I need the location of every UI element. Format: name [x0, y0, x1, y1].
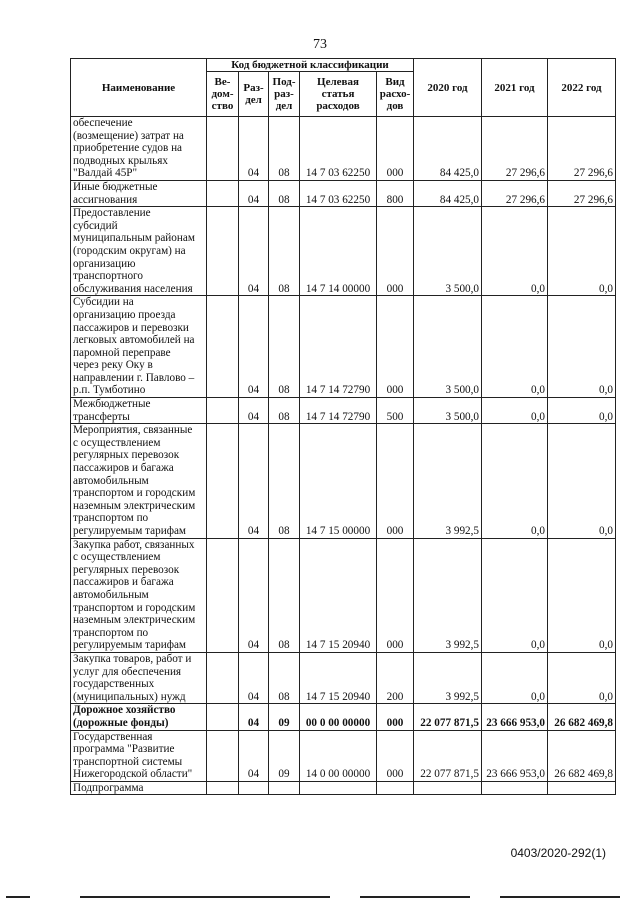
row-2021: 0,0 — [482, 296, 548, 398]
row-podrazdel: 08 — [269, 538, 300, 652]
table-row — [71, 652, 616, 703]
row-2021: 0,0 — [482, 207, 548, 296]
header-name: Наименование — [71, 59, 207, 117]
row-target: 00 0 00 00000 — [300, 704, 377, 730]
row-2020: 3 992,5 — [414, 538, 482, 652]
row-2022: 0,0 — [548, 652, 616, 703]
row-2022: 27 296,6 — [548, 180, 616, 206]
header-target: Целевая статья расходов — [300, 72, 377, 117]
row-name: Субсидии на организацию проезда пассажиров и перевозки легковых автомобилей на паромной переправе через реку Оку в направлении г. Павлово – р.п. Тумботино — [71, 296, 207, 398]
row-razdel: 04 — [239, 398, 269, 424]
row-target: 14 7 14 72790 — [300, 398, 377, 424]
row-podrazdel: 09 — [269, 704, 300, 730]
row-name: Государственная программа "Развитие транспортной системы Нижегородской области" — [71, 730, 207, 781]
row-target: 14 7 15 20940 — [300, 538, 377, 652]
row-razdel: 04 — [239, 538, 269, 652]
page-number: 73 — [313, 37, 327, 52]
row-name: Закупка товаров, работ и услуг для обеспечения государственных (муниципальных) нужд — [71, 652, 207, 703]
row-2021: 23 666 953,0 — [482, 704, 548, 730]
row-vedomstvo — [207, 180, 239, 206]
row-name: Мероприятия, связанные с осуществлением регулярных перевозок пассажиров и багажа автомобильным транспортом и городским наземным электрическим транспортом по регулируемым тарифам — [71, 424, 207, 538]
row-name: обеспечение (возмещение) затрат на приобретение судов на подводных крыльях "Валдай 45Р" — [71, 117, 207, 181]
row-2022: 0,0 — [548, 296, 616, 398]
row-podrazdel: 08 — [269, 180, 300, 206]
footer-rule — [360, 896, 470, 898]
row-razdel: 04 — [239, 117, 269, 181]
header-razdel: Раз- дел — [239, 72, 269, 117]
row-target: 14 0 00 00000 — [300, 730, 377, 781]
table-row — [71, 781, 616, 795]
row-vedomstvo — [207, 398, 239, 424]
row-razdel: 04 — [239, 296, 269, 398]
footer-rule — [80, 896, 330, 898]
row-target: 14 7 14 72790 — [300, 296, 377, 398]
row-name: Подпрограмма — [71, 781, 207, 795]
table-row — [71, 117, 616, 181]
row-name: Предоставление субсидий муниципальным районам (городским округам) на организацию транспортного обслуживания населения — [71, 207, 207, 296]
header-vid: Вид расхо- дов — [377, 72, 414, 117]
row-2021: 27 296,6 — [482, 180, 548, 206]
row-razdel: 04 — [239, 424, 269, 538]
table-row — [71, 730, 616, 781]
row-podrazdel: 08 — [269, 398, 300, 424]
row-2020: 3 992,5 — [414, 652, 482, 703]
row-razdel — [239, 781, 269, 795]
row-razdel: 04 — [239, 704, 269, 730]
row-2020: 84 425,0 — [414, 180, 482, 206]
header-2021: 2021 год — [482, 59, 548, 117]
row-razdel: 04 — [239, 180, 269, 206]
row-2020: 3 992,5 — [414, 424, 482, 538]
row-name: Дорожное хозяйство (дорожные фонды) — [71, 704, 207, 730]
row-2021: 27 296,6 — [482, 117, 548, 181]
row-podrazdel: 08 — [269, 424, 300, 538]
row-2022: 27 296,6 — [548, 117, 616, 181]
row-podrazdel: 08 — [269, 652, 300, 703]
row-podrazdel: 08 — [269, 296, 300, 398]
header-code-group: Код бюджетной классификации — [207, 59, 414, 72]
row-vedomstvo — [207, 781, 239, 795]
row-2021 — [482, 781, 548, 795]
row-target: 14 7 15 00000 — [300, 424, 377, 538]
row-2020 — [414, 781, 482, 795]
row-name: Иные бюджетные ассигнования — [71, 180, 207, 206]
row-2022: 0,0 — [548, 538, 616, 652]
header-2020: 2020 год — [414, 59, 482, 117]
row-2020: 22 077 871,5 — [414, 704, 482, 730]
row-vedomstvo — [207, 730, 239, 781]
row-2020: 3 500,0 — [414, 207, 482, 296]
row-name: Закупка работ, связанных с осуществлением регулярных перевозок пассажиров и багажа автомобильным транспортом и городским наземным электрическим транспортом по регулируемым тарифам — [71, 538, 207, 652]
row-podrazdel — [269, 781, 300, 795]
row-2022: 0,0 — [548, 424, 616, 538]
row-2022: 26 682 469,8 — [548, 704, 616, 730]
row-vid: 000 — [377, 730, 414, 781]
row-target — [300, 781, 377, 795]
header-podrazdel: Под- раз- дел — [269, 72, 300, 117]
table-row — [71, 538, 616, 652]
table-row — [71, 207, 616, 296]
row-vid: 000 — [377, 538, 414, 652]
row-2020: 3 500,0 — [414, 398, 482, 424]
table-row — [71, 296, 616, 398]
row-vid: 200 — [377, 652, 414, 703]
row-vid: 000 — [377, 207, 414, 296]
row-razdel: 04 — [239, 207, 269, 296]
row-vid: 800 — [377, 180, 414, 206]
row-2020: 3 500,0 — [414, 296, 482, 398]
row-2021: 23 666 953,0 — [482, 730, 548, 781]
row-2020: 84 425,0 — [414, 117, 482, 181]
row-vedomstvo — [207, 117, 239, 181]
header-2022: 2022 год — [548, 59, 616, 117]
row-vid: 500 — [377, 398, 414, 424]
row-podrazdel: 08 — [269, 117, 300, 181]
document-code: 0403/2020-292(1) — [510, 846, 606, 860]
row-2022: 26 682 469,8 — [548, 730, 616, 781]
row-target: 14 7 14 00000 — [300, 207, 377, 296]
row-razdel: 04 — [239, 730, 269, 781]
row-razdel: 04 — [239, 652, 269, 703]
row-vid: 000 — [377, 424, 414, 538]
row-target: 14 7 03 62250 — [300, 117, 377, 181]
row-vid: 000 — [377, 296, 414, 398]
row-2022: 0,0 — [548, 207, 616, 296]
row-vedomstvo — [207, 424, 239, 538]
row-2020: 22 077 871,5 — [414, 730, 482, 781]
row-2021: 0,0 — [482, 538, 548, 652]
header-vedomstvo: Ве- дом- ство — [207, 72, 239, 117]
row-vedomstvo — [207, 538, 239, 652]
row-target: 14 7 15 20940 — [300, 652, 377, 703]
table-row — [71, 424, 616, 538]
row-vedomstvo — [207, 296, 239, 398]
row-name: Межбюджетные трансферты — [71, 398, 207, 424]
table-row — [71, 180, 616, 206]
row-podrazdel: 09 — [269, 730, 300, 781]
row-vedomstvo — [207, 207, 239, 296]
table-row — [71, 398, 616, 424]
table-row — [71, 704, 616, 730]
row-vedomstvo — [207, 652, 239, 703]
footer-rule — [500, 896, 620, 898]
budget-table — [70, 58, 616, 795]
row-2022: 0,0 — [548, 398, 616, 424]
row-vid: 000 — [377, 704, 414, 730]
row-vid — [377, 781, 414, 795]
row-2021: 0,0 — [482, 398, 548, 424]
row-2021: 0,0 — [482, 424, 548, 538]
footer-rule — [6, 896, 30, 898]
row-vedomstvo — [207, 704, 239, 730]
row-2022 — [548, 781, 616, 795]
row-2021: 0,0 — [482, 652, 548, 703]
row-target: 14 7 03 62250 — [300, 180, 377, 206]
row-podrazdel: 08 — [269, 207, 300, 296]
row-vid: 000 — [377, 117, 414, 181]
